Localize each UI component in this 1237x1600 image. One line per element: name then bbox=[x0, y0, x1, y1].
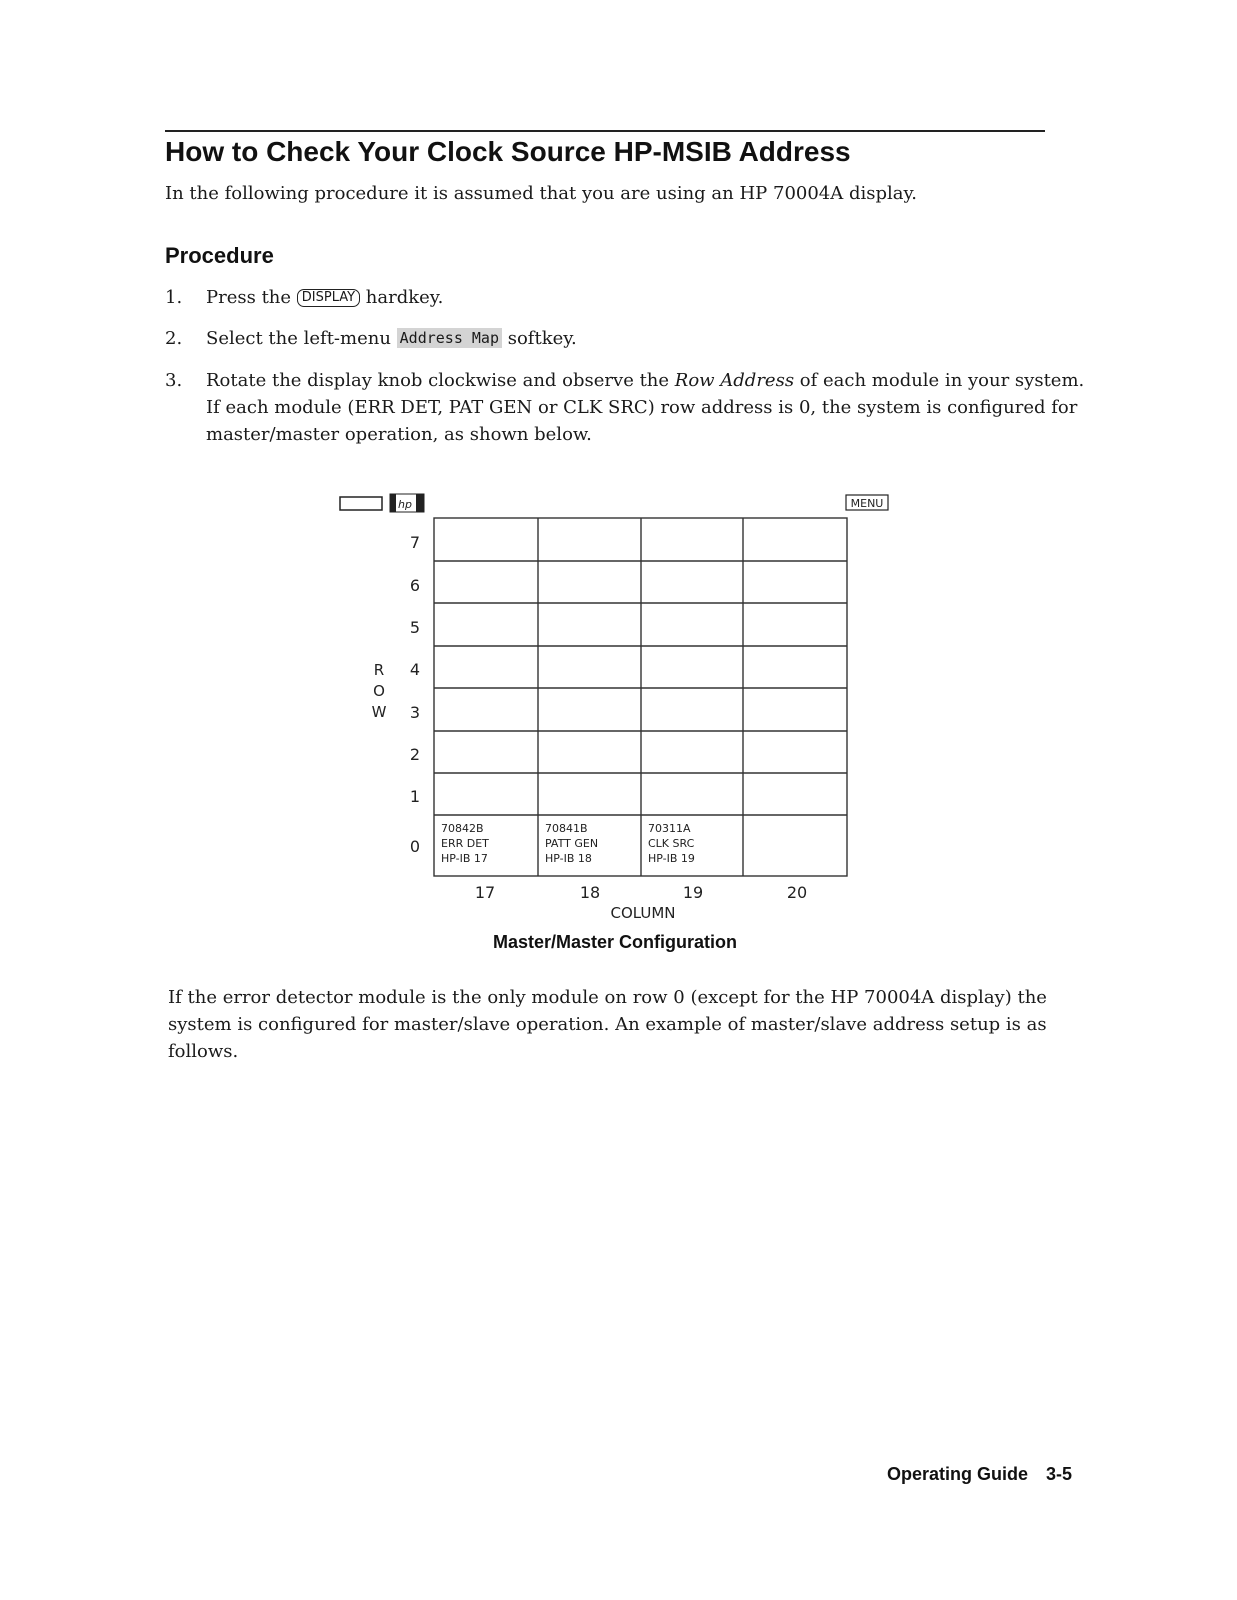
page-number: 3-5 bbox=[1045, 1464, 1072, 1484]
step-text: Rotate the display knob clockwise and observe the bbox=[206, 370, 675, 391]
step-number: 3. bbox=[165, 370, 183, 391]
row-label: 4 bbox=[409, 660, 421, 679]
module-model: 70311A bbox=[648, 822, 691, 835]
section-heading: How to Check Your Clock Source HP-MSIB Address bbox=[165, 136, 851, 167]
row-label: 5 bbox=[409, 618, 421, 637]
module-model: 70841B bbox=[545, 822, 588, 835]
column-label: 20 bbox=[786, 883, 808, 902]
row-axis-letter: R bbox=[373, 661, 385, 679]
footer-title: Operating Guide bbox=[886, 1464, 1028, 1484]
step-text: hardkey. bbox=[360, 287, 444, 308]
row-labels bbox=[410, 533, 420, 856]
row-label: 1 bbox=[409, 787, 421, 806]
address-map-figure bbox=[0, 485, 1237, 965]
module-address: HP-IB 19 bbox=[648, 852, 695, 865]
column-label: 19 bbox=[682, 883, 704, 902]
step-text: Select the left-menu bbox=[206, 328, 397, 349]
row-label: 0 bbox=[409, 837, 421, 856]
row-label: 7 bbox=[409, 533, 421, 552]
column-label: 17 bbox=[474, 883, 496, 902]
display-status-box bbox=[340, 497, 382, 510]
address-grid bbox=[434, 518, 847, 876]
module-address: HP-IB 17 bbox=[441, 852, 488, 865]
intro-text: In the following procedure it is assumed that you are using an HP 70004A display. bbox=[165, 183, 918, 204]
module-address: HP-IB 18 bbox=[545, 852, 592, 865]
heading-rule bbox=[165, 130, 1045, 132]
row-axis-letter: W bbox=[371, 703, 387, 721]
address-map-softkey: Address Map bbox=[397, 328, 502, 348]
module-model: 70842B bbox=[441, 822, 484, 835]
display-hardkey: DISPLAY bbox=[297, 289, 360, 307]
step-number: 1. bbox=[165, 287, 183, 308]
column-label: 18 bbox=[579, 883, 601, 902]
figure-caption: Master/Master Configuration bbox=[492, 932, 738, 952]
page-footer bbox=[887, 1464, 1072, 1485]
step-text: of each module in your system. If each module (ERR DET, PAT GEN or CLK SRC) row address is 0, the system is configured for master/master operation, as shown below. bbox=[206, 370, 1085, 445]
row-axis-letter: O bbox=[373, 682, 385, 700]
svg-text:hp: hp bbox=[398, 498, 412, 511]
module-cell-err-det bbox=[441, 822, 489, 865]
display-logo-icon bbox=[390, 494, 424, 512]
column-labels bbox=[475, 883, 807, 902]
module-cell-patt-gen bbox=[545, 822, 598, 865]
row-label: 6 bbox=[409, 576, 421, 595]
procedure-heading: Procedure bbox=[165, 243, 274, 268]
module-name: PATT GEN bbox=[545, 837, 599, 850]
row-address-emphasis: Row Address bbox=[674, 370, 795, 391]
step-number: 2. bbox=[165, 328, 183, 349]
module-name: ERR DET bbox=[441, 837, 489, 850]
step-text: softkey. bbox=[502, 328, 577, 349]
module-name: CLK SRC bbox=[648, 837, 695, 850]
row-label: 2 bbox=[409, 745, 421, 764]
step-text: Press the bbox=[206, 287, 297, 308]
column-axis-label: COLUMN bbox=[610, 904, 676, 922]
master-slave-paragraph: If the error detector module is the only module on row 0 (except for the HP 70004A display) the system is configured for master/slave operation. An example of master/slave address setup is as follows. bbox=[168, 987, 1047, 1062]
row-axis-label bbox=[372, 661, 387, 721]
row-label: 3 bbox=[409, 703, 421, 722]
module-cell-clk-src bbox=[648, 822, 695, 865]
menu-label: MENU bbox=[850, 497, 884, 510]
